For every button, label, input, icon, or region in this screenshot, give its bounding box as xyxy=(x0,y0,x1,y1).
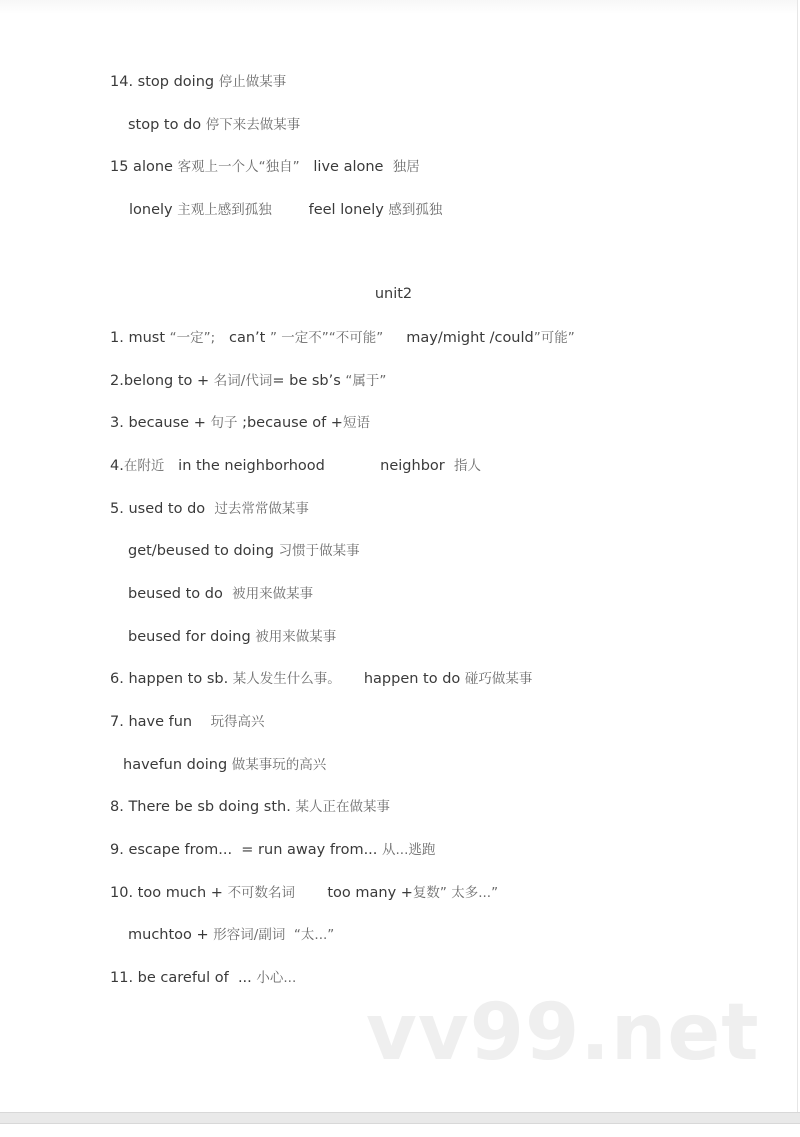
chinese-gloss: 独居 xyxy=(392,159,420,175)
document-line xyxy=(110,72,286,92)
chinese-gloss: 在附近 xyxy=(123,458,165,474)
chinese-gloss: 感到孤独 xyxy=(388,202,443,218)
document-line xyxy=(110,157,420,177)
english-phrase: 1. must xyxy=(110,330,170,346)
chinese-gloss: 做某事玩的高兴 xyxy=(231,757,327,773)
chinese-gloss: 被用来做某事 xyxy=(232,586,314,602)
chinese-gloss: “一定”; xyxy=(169,330,216,346)
page-top-edge xyxy=(0,0,797,14)
document-line xyxy=(110,883,498,903)
english-phrase: 15 alone xyxy=(110,159,178,175)
chinese-gloss: 客观上一个人“独自” xyxy=(177,159,300,175)
english-phrase: havefun doing xyxy=(123,757,232,773)
chinese-gloss: 从...逃跑 xyxy=(382,842,436,858)
chinese-gloss: “属于” xyxy=(345,373,387,389)
chinese-gloss: 习惯于做某事 xyxy=(278,543,360,559)
page-separator xyxy=(0,1112,800,1124)
document-line xyxy=(123,755,326,775)
chinese-gloss: 过去常常做某事 xyxy=(214,501,309,517)
chinese-gloss: 句子 xyxy=(210,415,238,431)
english-phrase: ;because of + xyxy=(237,415,343,431)
chinese-gloss: 短语 xyxy=(342,415,370,431)
document-line xyxy=(128,115,300,135)
document-line xyxy=(110,669,532,689)
english-phrase: 8. There be sb doing sth. xyxy=(110,799,296,815)
english-phrase: 7. have fun xyxy=(110,714,211,730)
chinese-gloss: 被用来做某事 xyxy=(255,629,337,645)
chinese-gloss: 停止做某事 xyxy=(218,74,287,90)
english-phrase: may/might /could xyxy=(383,330,534,346)
english-phrase: can’t xyxy=(215,330,270,346)
chinese-gloss: ”可能” xyxy=(533,330,575,346)
english-phrase: beused for doing xyxy=(128,629,256,645)
english-phrase: happen to do xyxy=(340,671,465,687)
english-phrase: 6. happen to sb. xyxy=(110,671,233,687)
english-phrase: get/beused to doing xyxy=(128,543,279,559)
document-line xyxy=(129,200,442,220)
watermark: vv99.net xyxy=(366,988,760,1078)
chinese-gloss: 不可数名词 xyxy=(227,885,296,901)
english-phrase: = be sb’s xyxy=(272,373,346,389)
english-phrase: 2.belong to + xyxy=(110,373,214,389)
document-line xyxy=(110,371,386,391)
english-phrase: stop to do xyxy=(128,117,206,133)
english-phrase: live alone xyxy=(299,159,393,175)
chinese-gloss: 形容词/副词 “太...” xyxy=(213,927,335,943)
document-line xyxy=(128,925,334,945)
english-phrase: 10. too much + xyxy=(110,885,228,901)
english-phrase: 4. xyxy=(110,458,124,474)
chinese-gloss: 复数” 太多...” xyxy=(412,885,499,901)
chinese-gloss: 指人 xyxy=(453,458,481,474)
document-line xyxy=(128,541,360,561)
chinese-gloss: 主观上感到孤独 xyxy=(177,202,272,218)
document-line xyxy=(110,328,575,348)
document-line xyxy=(110,840,435,860)
chinese-gloss: ” 一定不”“不可能” xyxy=(269,330,384,346)
english-phrase: 3. because + xyxy=(110,415,211,431)
english-phrase: lonely xyxy=(129,202,178,218)
chinese-gloss: 某人发生什么事。 xyxy=(232,671,341,687)
document-line xyxy=(110,968,296,988)
chinese-gloss: 小心... xyxy=(256,970,297,986)
english-phrase: 9. escape from... = run away from... xyxy=(110,842,383,858)
document-line xyxy=(110,797,390,817)
chinese-gloss: 碰巧做某事 xyxy=(464,671,533,687)
chinese-gloss: 玩得高兴 xyxy=(210,714,265,730)
document-line xyxy=(110,499,309,519)
english-phrase: in the neighborhood neighbor xyxy=(164,458,454,474)
section-heading-unit2: unit2 xyxy=(374,286,413,302)
english-phrase: muchtoo + xyxy=(128,927,214,943)
document-line xyxy=(110,413,370,433)
english-phrase: 14. stop doing xyxy=(110,74,219,90)
english-phrase: 11. be careful of ... xyxy=(110,970,257,986)
document-line xyxy=(128,627,336,647)
chinese-gloss: 名词/代词 xyxy=(213,373,273,389)
english-phrase: 5. used to do xyxy=(110,501,215,517)
document-line xyxy=(110,712,265,732)
english-phrase: feel lonely xyxy=(271,202,389,218)
document-line xyxy=(110,456,481,476)
document-line xyxy=(128,584,313,604)
english-phrase: too many + xyxy=(295,885,413,901)
chinese-gloss: 停下来去做某事 xyxy=(205,117,301,133)
chinese-gloss: 某人正在做某事 xyxy=(295,799,390,815)
english-phrase: beused to do xyxy=(128,586,233,602)
